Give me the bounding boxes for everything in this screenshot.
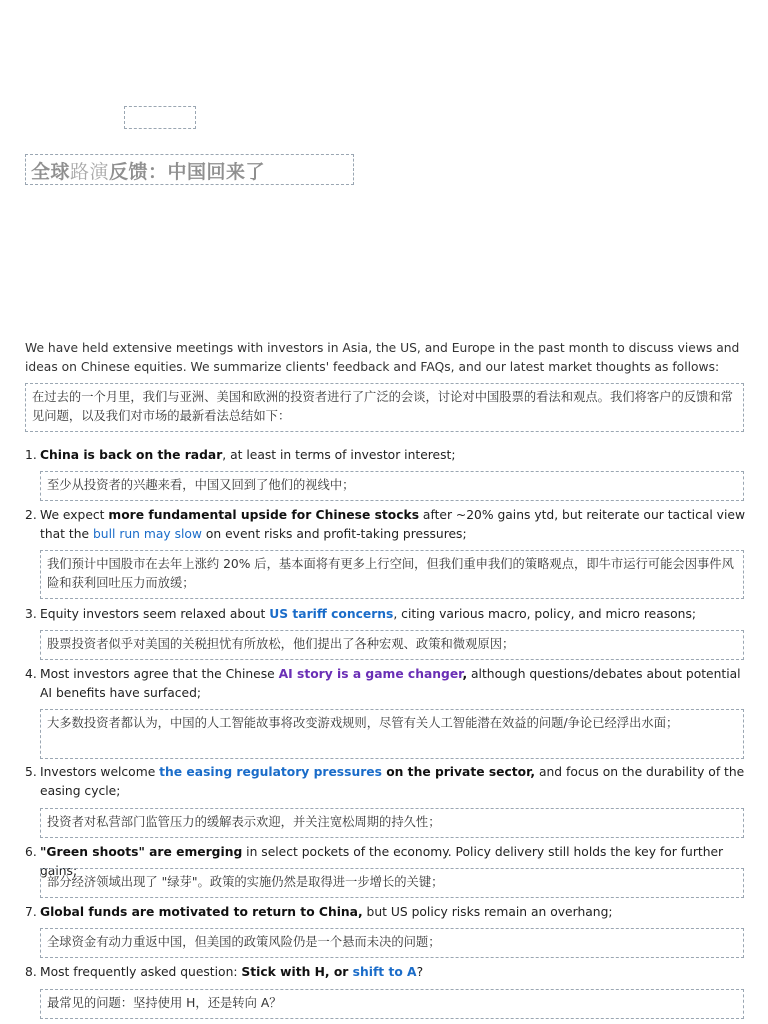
item-translation: 最常见的问题：坚持使用 H，还是转向 A？: [40, 989, 744, 1019]
item-number: 4.: [25, 667, 37, 681]
list-item: 5. Investors welcome the easing regulatory pressures on the private sector, and focus on the durability of the easing cycle;: [25, 765, 745, 798]
ai-story-link[interactable]: AI story is a game changer: [278, 667, 463, 681]
item-number: 3.: [25, 607, 37, 621]
item-translation: 股票投资者似乎对美国的关税担忧有所放松，他们提出了各种宏观、政策和微观原因；: [40, 630, 744, 660]
list-item: 2. We expect more fundamental upside for Chinese stocks after ~20% gains ytd, but reiterate our tactical view that the bull run may slow on event risks and profit-taking pressures;: [25, 508, 746, 541]
list-item: 4. Most investors agree that the Chinese AI story is a game changer, although questions/debates about potential AI benefits have surfaced;: [25, 667, 741, 700]
regulatory-link[interactable]: the easing regulatory pressures: [159, 765, 382, 779]
item-translation: 大多数投资者都认为，中国的人工智能故事将改变游戏规则，尽管有关人工智能潜在效益的问题/争论已经浮出水面；: [40, 709, 744, 759]
page-title: 全球路演反馈：中国回来了: [31, 161, 266, 183]
bull-run-link[interactable]: bull run may slow: [92, 527, 202, 541]
shift-to-a-link[interactable]: shift to A: [352, 965, 417, 979]
list-item: 7. Global funds are motivated to return to China, but US policy risks remain an overhang;: [25, 903, 745, 922]
item-translation: 部分经济领域出现了 "绿芽"。政策的实施仍然是取得进一步增长的关键；: [40, 868, 744, 898]
item-translation: 投资者对私营部门监管压力的缓解表示欢迎，并关注宽松周期的持久性；: [40, 808, 744, 838]
intro-translation: 在过去的一个月里，我们与亚洲、美国和欧洲的投资者进行了广泛的会谈，讨论对中国股票的看法和观点。我们将客户的反馈和常见问题，以及我们对市场的最新看法总结如下：: [25, 383, 744, 432]
item-translation: 至少从投资者的兴趣来看，中国又回到了他们的视线中；: [40, 471, 744, 501]
item-translation: 我们预计中国股市在去年上涨约 20% 后，基本面将有更多上行空间，但我们重申我们的策略观点，即牛市运行可能会因事件风险和获利回吐压力而放缓；: [40, 550, 744, 599]
list-item: 3. Equity investors seem relaxed about US tariff concerns, citing various macro, policy, and micro reasons;: [25, 605, 745, 624]
item-number: 1.: [25, 448, 37, 462]
logo-placeholder: [124, 106, 196, 129]
item-number: 6.: [25, 845, 37, 859]
intro-paragraph: We have held extensive meetings with investors in Asia, the US, and Europe in the past month to discuss views and ideas on Chinese equities. We summarize clients' feedback and FAQs, and our latest market thoughts as follows:: [25, 341, 740, 374]
list-item: 1. China is back on the radar, at least in terms of investor interest;: [25, 446, 745, 465]
item-number: 8.: [25, 965, 37, 979]
item-translation: 全球资金有动力重返中国，但美国的政策风险仍是一个悬而未决的问题；: [40, 928, 744, 958]
item-number: 2.: [25, 508, 37, 522]
list-item: 6. "Green shoots" are emerging in select pockets of the economy. Policy delivery still holds the key for further gains;: [25, 845, 724, 878]
list-item: 8. Most frequently asked question: Stick with H, or shift to A?: [25, 963, 745, 982]
item-number: 5.: [25, 765, 37, 779]
item-number: 7.: [25, 905, 37, 919]
tariff-link[interactable]: US tariff concerns: [269, 607, 394, 621]
